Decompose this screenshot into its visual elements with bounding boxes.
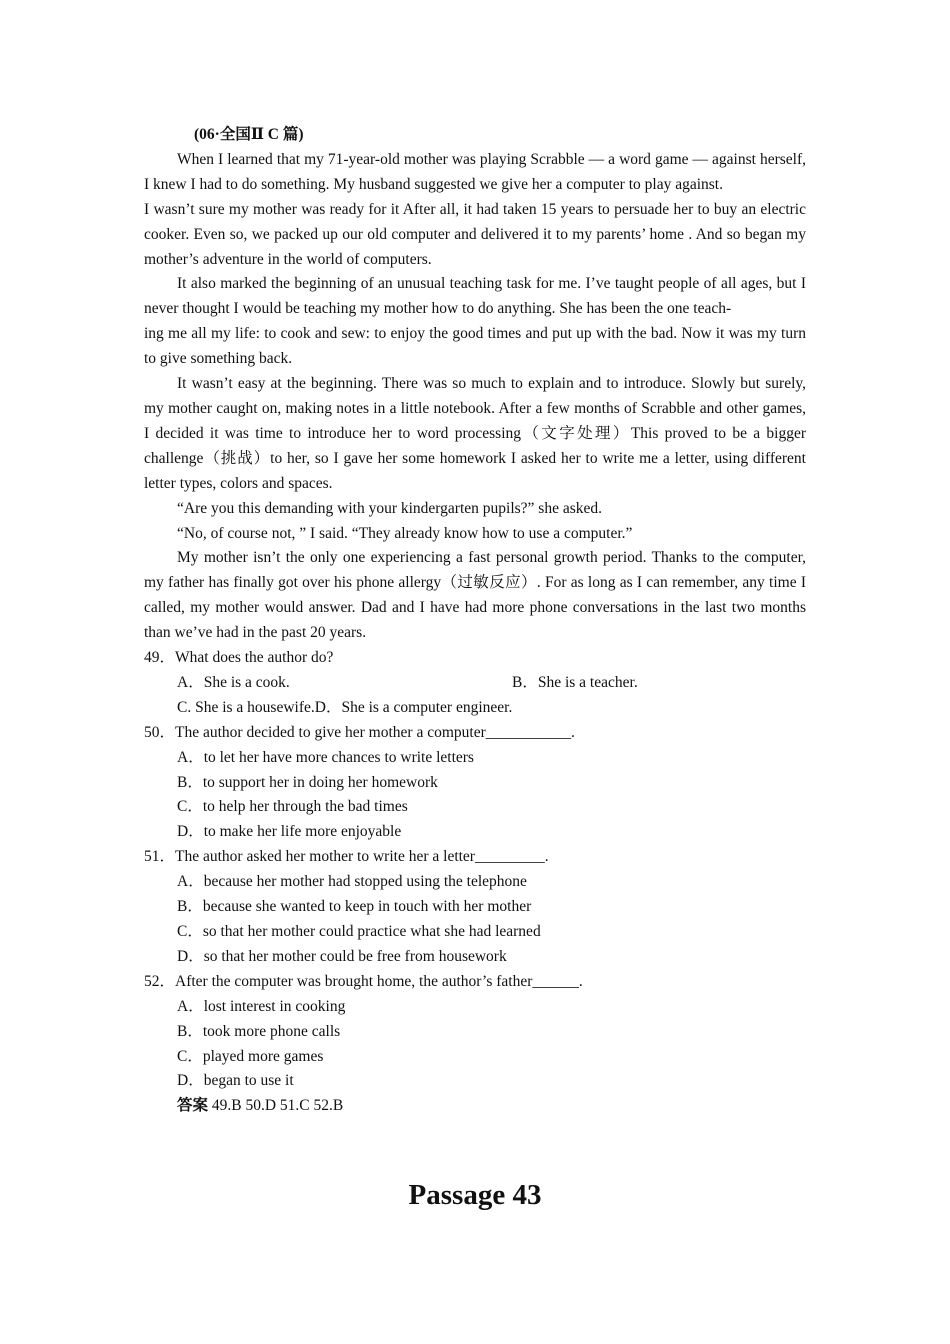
- paragraph-3: It also marked the beginning of an unusual teaching task for me. I’ve taught people of all ages, but I never thought I would be teaching my mother how to do anything. She has been the one teach-: [144, 275, 806, 318]
- option-b: B．She is a teacher.: [512, 673, 638, 691]
- option-a: A．She is a cook.: [177, 673, 290, 691]
- question-52: [144, 970, 806, 1095]
- option-c: C．to help her through the bad times: [177, 798, 408, 816]
- question-50: [144, 721, 806, 846]
- source-label: (06·全国Ⅱ C 篇): [194, 126, 304, 143]
- question-51: [144, 845, 806, 970]
- option-d: D．so that her mother could be free from housework: [177, 947, 507, 965]
- option-b: B．to support her in doing her homework: [177, 773, 438, 791]
- paragraph-2: I wasn’t sure my mother was ready for it After all, it had taken 15 years to persuade her to buy an electric cooker. Even so, we packed up our old computer and delivered it to my parents’ home . And so began my mother’s adventure in the world of computers.: [144, 200, 806, 268]
- option-b: B．took more phone calls: [177, 1022, 341, 1040]
- option-row: [144, 671, 806, 696]
- option-d: D．to make her life more enjoyable: [177, 823, 402, 841]
- answer-label: 答案: [177, 1097, 209, 1115]
- question-stem: 51．The author asked her mother to write her a letter_________.: [144, 848, 549, 866]
- option-c: C．played more games: [177, 1047, 324, 1065]
- passage-title: Passage 43: [408, 1179, 542, 1211]
- paragraph-5: It wasn’t easy at the beginning. There was so much to explain and to introduce. Slowly but surely, my mother caught on, making notes in a little notebook. After a few months of Scrabble and other games, I decided it was time to introduce her to word processing（文字处理）This proved to be a bigger challenge（挑战）to her, so I gave her some homework I asked her to write me a letter, using different letter types, colors and spaces.: [144, 375, 806, 492]
- paragraph-7: “No, of course not, ” I said. “They already know how to use a computer.”: [177, 524, 633, 542]
- answer-key: [144, 1094, 806, 1119]
- option-d: D．began to use it: [177, 1072, 294, 1090]
- paragraph-6: “Are you this demanding with your kindergarten pupils?” she asked.: [177, 499, 603, 517]
- option-a: A．because her mother had stopped using the telephone: [177, 873, 527, 891]
- option-b: B．because she wanted to keep in touch with her mother: [177, 898, 532, 916]
- question-49: [144, 646, 806, 721]
- paragraph-4: ing me all my life: to cook and sew: to enjoy the good times and put up with the bad. Now it was my turn to give something back.: [144, 325, 806, 368]
- document-body: [144, 123, 806, 1119]
- answer-text: 49.B 50.D 51.C 52.B: [208, 1097, 344, 1115]
- question-stem: 50．The author decided to give her mother a computer___________.: [144, 723, 575, 741]
- option-c: C．so that her mother could practice what she had learned: [177, 923, 541, 940]
- option-a: A．to let her have more chances to write letters: [177, 748, 474, 766]
- question-stem: 49．What does the author do?: [144, 649, 334, 667]
- question-stem: 52．After the computer was brought home, the author’s father______.: [144, 972, 583, 990]
- option-a: A．lost interest in cooking: [177, 997, 346, 1015]
- paragraph-8: My mother isn’t the only one experiencing a fast personal growth period. Thanks to the computer, my father has finally got over his phone allergy（过敏反应）. For as long as I can remember, any time I called, my mother would answer. Dad and I have had more phone conversations in the last two months than we’ve had in the past 20 years.: [144, 549, 806, 642]
- option-cd: C. She is a housewife.D．She is a computer engineer.: [177, 698, 513, 716]
- paragraph-1: When I learned that my 71-year-old mother was playing Scrabble — a word game — against herself, I knew I had to do something. My husband suggested we give her a computer to play against.: [144, 150, 806, 193]
